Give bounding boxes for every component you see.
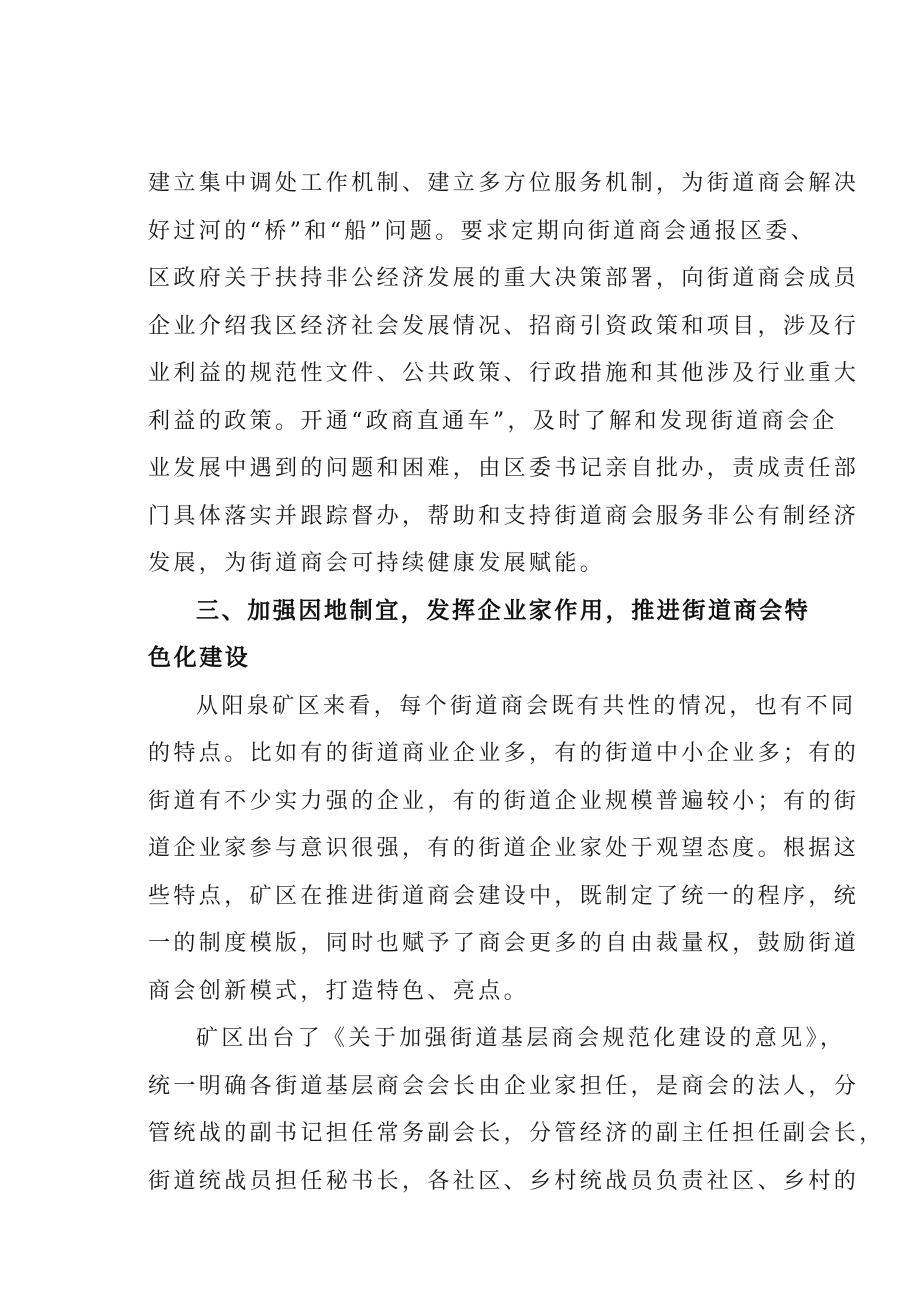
section-heading-line: 色化建设 <box>148 645 251 671</box>
body-line: 企业介绍我区经济社会发展情况、招商引资政策和项目，涉及行 <box>148 313 860 339</box>
body-line: 从阳泉矿区来看，每个街道商会既有共性的情况，也有不同 <box>196 693 857 719</box>
body-line: 些特点，矿区在推进街道商会建设中，既制定了统一的程序，统 <box>148 883 860 909</box>
body-line: 矿区出台了《关于加强街道基层商会规范化建设的意见》， <box>196 1026 846 1051</box>
body-line: 的特点。比如有的街道商业企业多，有的街道中小企业多；有的 <box>148 741 860 766</box>
body-line: 管统战的副书记担任常务副会长，分管经济的副主任担任副会长， <box>148 1121 885 1146</box>
body-line: 利益的政策。开通“政商直通车”，及时了解和发现街道商会企 <box>148 408 838 434</box>
body-line: 商会创新模式，打造特色、亮点。 <box>148 978 530 1004</box>
body-line: 街道统战员担任秘书长，各社区、乡村统战员负责社区、乡村的 <box>148 1168 860 1194</box>
body-line: 业发展中遇到的问题和困难，由区委书记亲自批办，责成责任部 <box>148 456 860 481</box>
body-line: 道企业家参与意识很强，有的街道企业家处于观望态度。根据这 <box>148 836 860 861</box>
body-line: 区政府关于扶持非公经济发展的重大决策部署，向街道商会成员 <box>148 266 860 291</box>
body-line: 统一明确各街道基层商会会长由企业家担任，是商会的法人，分 <box>148 1073 860 1099</box>
body-line: 一的制度模版，同时也赋予了商会更多的自由裁量权，鼓励街道 <box>148 931 860 956</box>
body-line: 门具体落实并跟踪督办，帮助和支持街道商会服务非公有制经济 <box>148 503 860 529</box>
body-line: 业利益的规范性文件、公共政策、行政措施和其他涉及行业重大 <box>148 361 860 386</box>
document-body <box>148 160 885 1205</box>
section-heading-line: 三、加强因地制宜，发挥企业家作用，推进街道商会特 <box>196 597 811 624</box>
body-line: 好过河的“桥”和“船”问题。要求定期向街道商会通报区委、 <box>148 218 817 244</box>
body-line: 建立集中调处工作机制、建立多方位服务机制，为街道商会解决 <box>148 171 860 196</box>
body-line: 发展，为街道商会可持续健康发展赋能。 <box>148 551 606 576</box>
body-line: 街道有不少实力强的企业，有的街道企业规模普遍较小；有的街 <box>148 788 860 814</box>
